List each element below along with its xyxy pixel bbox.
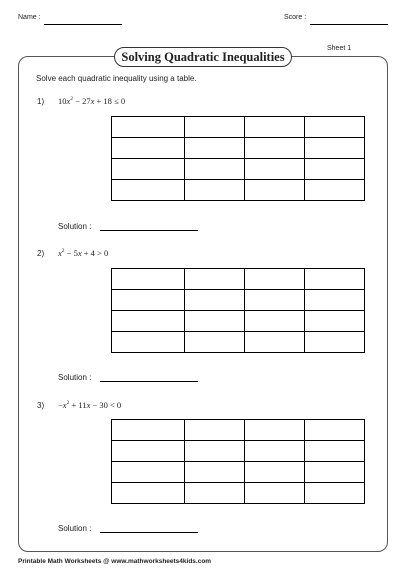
- table-cell[interactable]: [305, 420, 365, 441]
- problem-expression: $-x^2 + 11x - 30 < 0$: [58, 400, 122, 410]
- table-cell[interactable]: [185, 332, 245, 353]
- table-cell[interactable]: [305, 332, 365, 353]
- table-cell[interactable]: [305, 117, 365, 138]
- table-cell[interactable]: [305, 138, 365, 159]
- table-cell[interactable]: [112, 311, 185, 332]
- table-cell[interactable]: [305, 159, 365, 180]
- table-cell[interactable]: [112, 180, 185, 201]
- table-cell[interactable]: [185, 180, 245, 201]
- table-cell[interactable]: [185, 290, 245, 311]
- score-field-line[interactable]: [310, 24, 388, 25]
- table-cell[interactable]: [185, 138, 245, 159]
- table-cell[interactable]: [112, 462, 185, 483]
- sign-table: [111, 268, 365, 353]
- problem-number: 3): [37, 401, 45, 410]
- worksheet-title-text: Solving Quadratic Inequalities: [121, 49, 285, 64]
- table-cell[interactable]: [185, 420, 245, 441]
- table-cell[interactable]: [245, 290, 305, 311]
- sign-table: [111, 419, 365, 504]
- table-cell[interactable]: [185, 117, 245, 138]
- problem-number: 1): [37, 97, 45, 106]
- table-cell[interactable]: [245, 420, 305, 441]
- table-cell[interactable]: [112, 159, 185, 180]
- table-cell[interactable]: [245, 159, 305, 180]
- table-cell[interactable]: [112, 290, 185, 311]
- score-label: Score :: [284, 14, 307, 21]
- table-cell[interactable]: [112, 483, 185, 504]
- instructions: Solve each quadratic inequality using a table.: [36, 74, 197, 83]
- sheet-label: Sheet 1: [327, 45, 352, 52]
- problem-expression: $x^2 - 5x + 4 > 0$: [58, 248, 109, 258]
- table-cell[interactable]: [245, 483, 305, 504]
- table-cell[interactable]: [305, 269, 365, 290]
- table-cell[interactable]: [305, 311, 365, 332]
- table-cell[interactable]: [185, 462, 245, 483]
- table-cell[interactable]: [245, 311, 305, 332]
- table-cell[interactable]: [112, 138, 185, 159]
- problem-expression: $10x^2 - 27x + 18 \le 0$: [58, 96, 126, 106]
- table-cell[interactable]: [245, 462, 305, 483]
- problem-number: 2): [37, 249, 45, 258]
- name-field-line[interactable]: [44, 24, 122, 25]
- table-cell[interactable]: [305, 180, 365, 201]
- table-cell[interactable]: [245, 117, 305, 138]
- table-cell[interactable]: [305, 483, 365, 504]
- table-cell[interactable]: [185, 441, 245, 462]
- solution-label: Solution :: [58, 373, 92, 382]
- table-cell[interactable]: [112, 420, 185, 441]
- table-cell[interactable]: [305, 462, 365, 483]
- sign-table: [111, 116, 365, 201]
- table-cell[interactable]: [245, 269, 305, 290]
- table-cell[interactable]: [245, 180, 305, 201]
- table-cell[interactable]: [245, 332, 305, 353]
- table-cell[interactable]: [112, 117, 185, 138]
- table-cell[interactable]: [185, 483, 245, 504]
- footer-credit: Printable Math Worksheets @ www.mathworksheets4kids.com: [18, 558, 212, 565]
- table-cell[interactable]: [245, 441, 305, 462]
- worksheet-title: [114, 47, 292, 67]
- table-cell[interactable]: [112, 269, 185, 290]
- solution-label: Solution :: [58, 222, 92, 231]
- table-cell[interactable]: [112, 441, 185, 462]
- table-cell[interactable]: [245, 138, 305, 159]
- table-cell[interactable]: [112, 332, 185, 353]
- solution-label: Solution :: [58, 524, 92, 533]
- solution-answer-line[interactable]: [100, 230, 198, 231]
- table-cell[interactable]: [185, 159, 245, 180]
- solution-answer-line[interactable]: [100, 381, 198, 382]
- table-cell[interactable]: [185, 269, 245, 290]
- table-cell[interactable]: [185, 311, 245, 332]
- table-cell[interactable]: [305, 441, 365, 462]
- name-label: Name :: [18, 14, 41, 21]
- solution-answer-line[interactable]: [100, 532, 198, 533]
- table-cell[interactable]: [305, 290, 365, 311]
